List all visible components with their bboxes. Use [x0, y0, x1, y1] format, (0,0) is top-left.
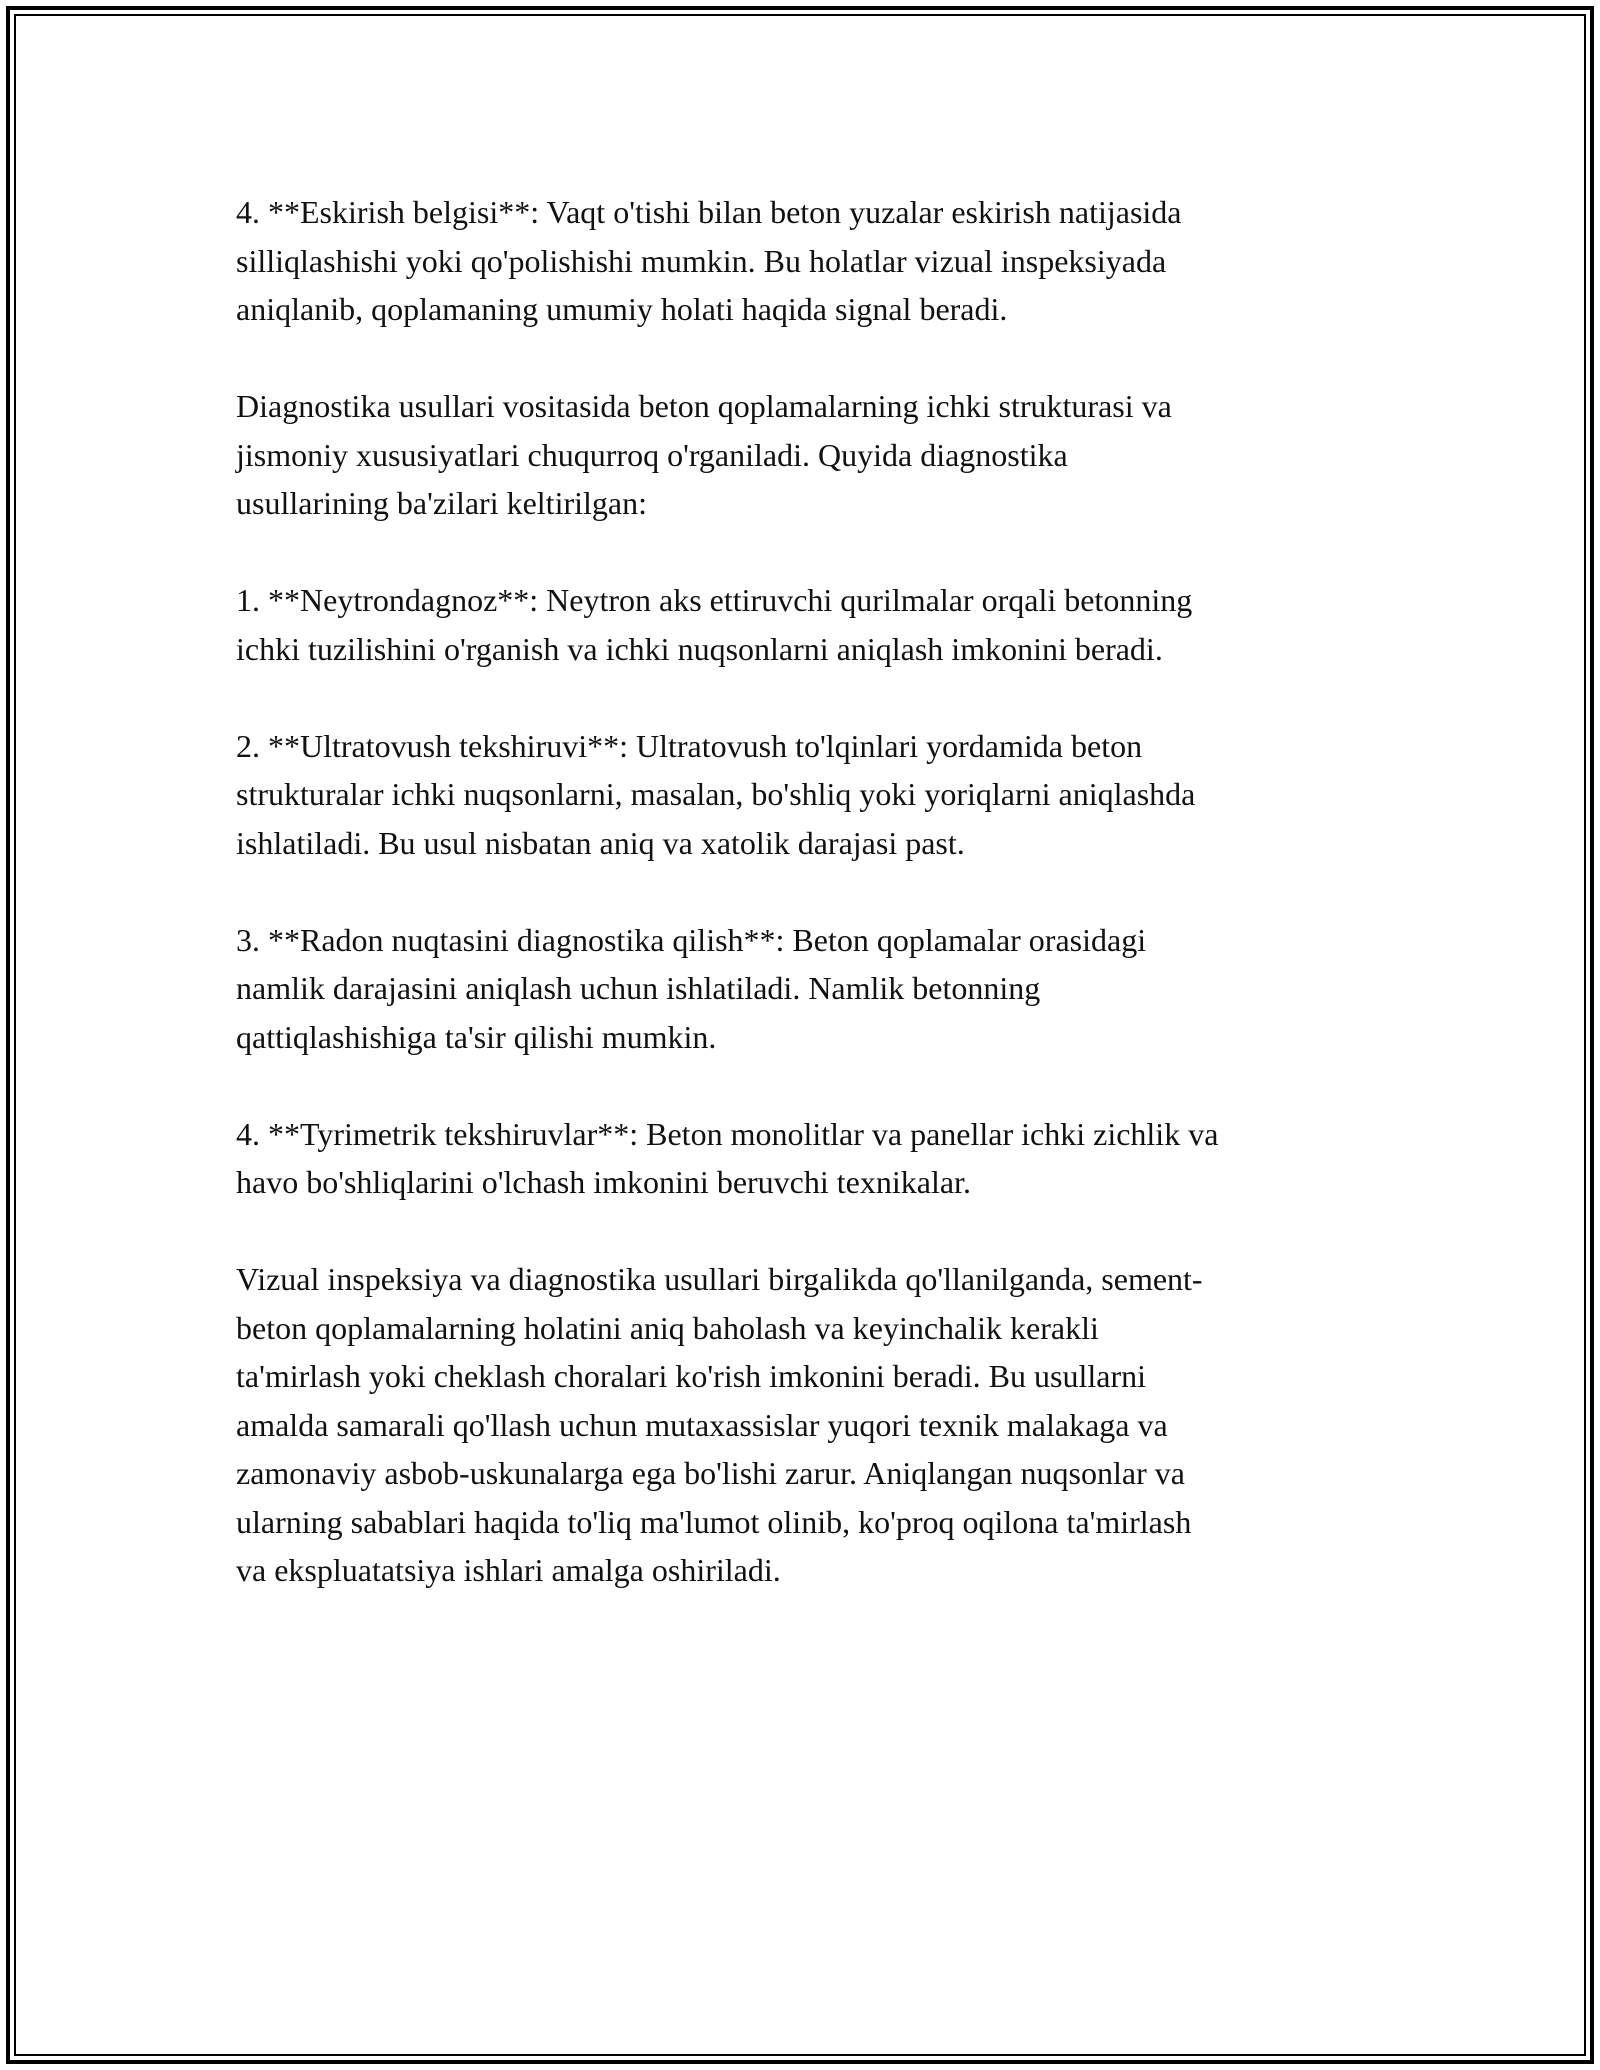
paragraph-tyrimetric-tests: 4. **Tyrimetrik tekshiruvlar**: Beton monolitlar va panellar ichki zichlik va havo bo'shliqlarini o'lchash imkonini beruvchi texnikalar.: [236, 1115, 1219, 1200]
paragraph-diagnostics-intro: Diagnostika usullari vositasida beton qoplamalarning ichki strukturasi va jismoniy xususiyatlari chuqurroq o'rganiladi. Quyida diagnostika usullarining ba'zilari keltirilgan:: [236, 388, 1172, 521]
paragraph-radon-diagnostics: 3. **Radon nuqtasini diagnostika qilish**: Beton qoplamalar orasidagi namlik darajasini aniqlash uchun ishlatiladi. Namlik betonning qattiqlashishiga ta'sir qilishi mumkin.: [236, 921, 1147, 1055]
paragraph-wear-signs: 4. **Eskirish belgisi**: Vaqt o'tishi bilan beton yuzalar eskirish natijasida silliqlashishi yoki qo'polishishi mumkin. Bu holatlar vizual inspeksiyada aniqlanib, qoplamaning umumiy holati haqida signal beradi.: [236, 194, 1182, 327]
document-body: [236, 188, 1386, 1595]
paragraph-neutron-diagnosis: 1. **Neytrondagnoz**: Neytron aks ettiruvchi qurilmalar orqali betonning ichki tuzilishini o'rganish va ichki nuqsonlarni aniqlash imkonini beradi.: [236, 582, 1193, 667]
paragraph-conclusion: Vizual inspeksiya va diagnostika usullari birgalikda qo'llanilganda, sement- beton qoplamalarning holatini aniq baholash va keyinchalik kerakli ta'mirlash yoki cheklash choralari ko'rish imkonini beradi. Bu usullarni amalda samarali qo'llash uchun mutaxassislar yuqori texnik malakaga va zamonaviy asbob-uskunalarga ega bo'lishi zarur. Aniqlangan nuqsonlar va ularning sabablari haqida to'liq ma'lumot olinib, ko'proq oqilona ta'mirlash va ekspluatatsiya ishlari amalga oshiriladi.: [236, 1261, 1203, 1588]
paragraph-ultrasound-test: 2. **Ultratovush tekshiruvi**: Ultratovush to'lqinlari yordamida beton strukturalar ichki nuqsonlarni, masalan, bo'shliq yoki yoriqlarni aniqlashda ishlatiladi. Bu usul nisbatan aniq va xatolik darajasi past.: [236, 727, 1196, 861]
